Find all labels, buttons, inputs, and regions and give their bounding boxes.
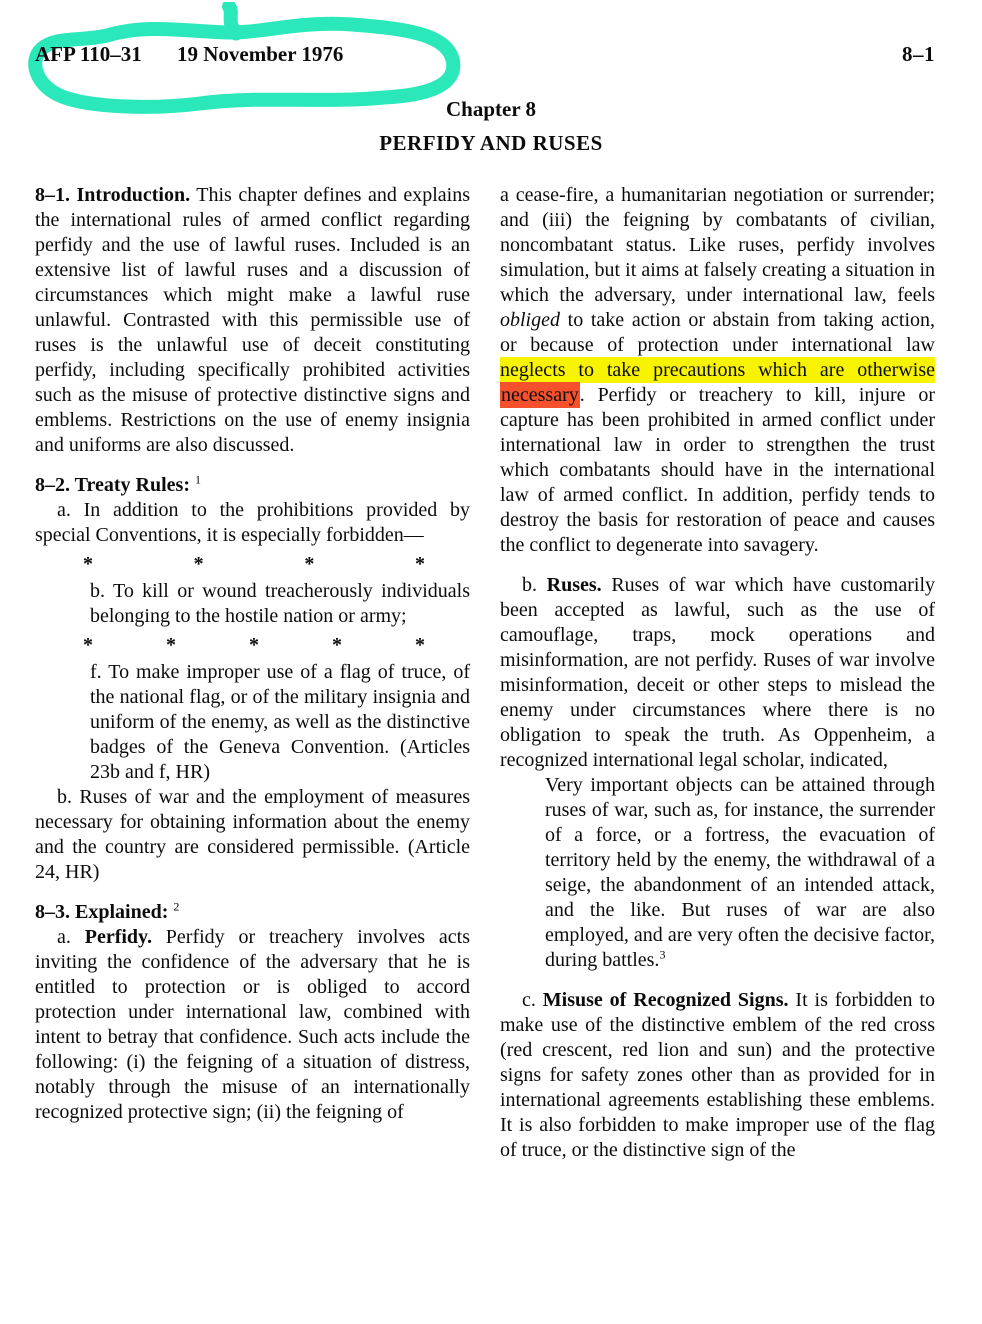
asterisk: *	[249, 634, 259, 656]
section-8-3-heading: 8–3. Explained:	[35, 901, 169, 923]
doc-id: AFP 110–31	[35, 42, 142, 66]
paragraph-c-body: It is forbidden to make use of the distinctive emblem of the red cross (red crescent, red lion and sun) and the protective signs for safety zones other than as provided for in international agreements establishing these emblems. It is also forbidden to make improper use of the flag of truce, or the distinctive sign of the	[500, 989, 935, 1161]
section-8-3-heading-line	[35, 900, 470, 925]
paragraph-b-ruses	[500, 573, 935, 773]
italic-word-obliged: obliged	[500, 309, 560, 331]
two-column-body	[0, 156, 982, 1163]
paragraph-b-label: b.	[522, 574, 547, 596]
section-8-1-heading: 8–1. Introduction.	[35, 184, 191, 206]
paragraph-c-misuse	[500, 988, 935, 1163]
continuation-paragraph	[500, 183, 935, 558]
section-8-2-item-f: f. To make improper use of a flag of truce, of the national flag, or of the military insignia and uniform of the enemy, as well as the distinctive badges of the Geneva Convention. (Articles 23b and f, HR)	[90, 661, 470, 783]
asterisk: *	[304, 553, 315, 575]
document-header	[0, 0, 982, 67]
page-number: 8–1	[902, 42, 935, 66]
asterisk: *	[415, 634, 425, 656]
chapter-block	[0, 97, 982, 156]
footnote-ref-3: 3	[659, 947, 666, 962]
asterisk-row-1	[35, 552, 470, 577]
continuation-part3: . Perfidy or treachery to kill, injure or capture has been prohibited in armed conflict under international law in order to strengthen the trust which combatants should have in the international law of armed conflict. In addition, perfidy tends to destroy the basis for restoration of peace and causes the conflict to degenerate into savagery.	[500, 384, 935, 556]
asterisk: *	[166, 634, 176, 656]
paragraph-a-body: Perfidy or treachery involves acts inviting the confidence of the adversary that he is entitled to protection or is obliged to accord protection under international law, combined with intent to betray that confidence. Such acts include the following: (i) the feigning of a situation of distress, notably through the misuse of an internationally recognized protective sign; (ii) the feigning of	[35, 926, 470, 1123]
continuation-part2: to take action or abstain from taking action, or because of protection under international law	[500, 309, 935, 356]
chapter-number: Chapter 8	[445, 97, 537, 121]
paragraph-c-lead: Misuse of Recognized Signs.	[542, 989, 789, 1011]
section-8-2-paragraph-b: b. Ruses of war and the employment of measures necessary for obtaining information about the enemy and the country are considered permissible. (Article 24, HR)	[35, 786, 470, 883]
section-8-2-item-b: b. To kill or wound treacherously individuals belonging to the hostile nation or army;	[90, 580, 470, 627]
doc-id-group	[35, 42, 343, 67]
continuation-part1: a cease-fire, a humanitarian negotiation or surrender; and (iii) the feigning by combatants of civilian, noncombatant status. Like ruses, perfidy involves simulation, but it aims at falsely creating a situation in which the adversary, under international law, feels	[500, 184, 935, 306]
asterisk: *	[83, 553, 93, 575]
paragraph-a-lead: Perfidy.	[84, 926, 152, 948]
footnote-ref-1: 1	[195, 472, 201, 487]
paragraph-b-lead: Ruses.	[546, 574, 602, 596]
highlight-orange: necessary	[501, 384, 579, 406]
doc-date: 19 November 1976	[177, 42, 344, 66]
asterisk: *	[83, 634, 93, 656]
oppenheim-quote	[545, 773, 935, 973]
asterisk: *	[193, 553, 204, 575]
quote-body: Very important objects can be attained through ruses of war, such as, for instance, the surrender of a force, or a fortress, the evacuation of territory held by the enemy, the withdrawal of a seige, the abandonment of an intended attack, and the like. But ruses of war are also employed, and are very often the decisive factor, during battles.	[545, 774, 935, 971]
section-8-2-paragraph-a: a. In addition to the prohibitions provided by special Conventions, it is especially forbidden—	[35, 499, 470, 546]
paragraph-a-label: a.	[57, 926, 85, 948]
asterisk-row-2	[35, 633, 470, 658]
asterisk: *	[332, 634, 342, 656]
asterisk: *	[414, 553, 425, 575]
chapter-title: PERFIDY AND RUSES	[379, 131, 603, 155]
footnote-ref-2: 2	[173, 899, 180, 914]
right-column	[500, 183, 935, 1163]
paragraph-c-label: c.	[522, 989, 543, 1011]
highlight-yellow: neglects to take precautions which are otherwise	[500, 359, 935, 381]
section-8-2-heading: 8–2. Treaty Rules:	[35, 474, 190, 496]
section-8-3-paragraph-a	[35, 925, 470, 1125]
section-8-2-heading-line	[35, 473, 470, 498]
section-8-1-paragraph	[35, 183, 470, 458]
left-column	[35, 183, 470, 1163]
section-8-1-body: This chapter defines and explains the international rules of armed conflict regarding perfidy and the use of lawful ruses. Included is an extensive list of lawful ruses and a discussion of circumstances which might make a lawful ruse unlawful. Contrasted with this permissible use of ruses is the unlawful use of deceit constituting perfidy, including specifically prohibited activities such as the misuse of protective distinctive signs and emblems. Restrictions on the use of enemy insignia and uniforms are also discussed.	[35, 184, 471, 456]
paragraph-b-body: Ruses of war which have customarily been accepted as lawful, such as the use of camouflage, traps, mock operations and misinformation, are not perfidy. Ruses of war involve misinformation, deceit or other steps to mislead the enemy under circumstances where there is no obligation to speak the truth. As Oppenheim, a recognized international legal scholar, indicated,	[500, 574, 936, 771]
